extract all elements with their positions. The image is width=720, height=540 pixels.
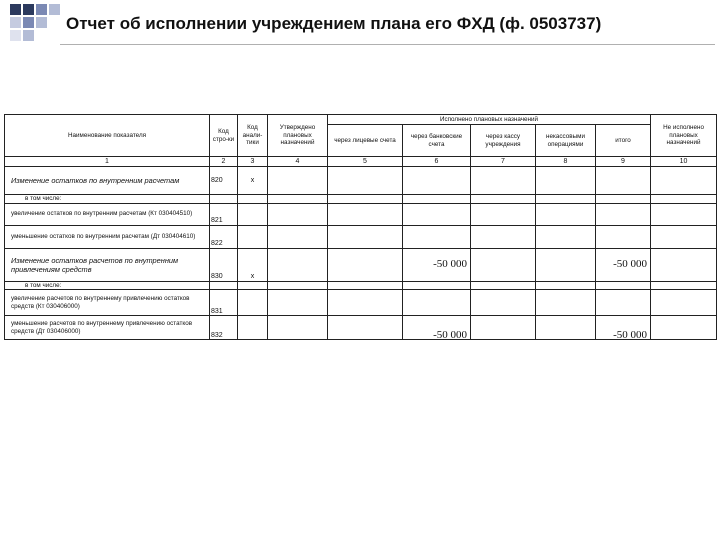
header-total: итого <box>596 125 651 157</box>
row-name: Изменение остатков расчетов по внутренним привлечениям средств <box>5 248 210 281</box>
table-row <box>5 316 717 340</box>
row-via-bank: -50 000 <box>403 316 471 340</box>
col-number: 2 <box>210 157 238 167</box>
col-number: 1 <box>5 157 210 167</box>
header-executed-group: Исполнено плановых назначений <box>328 115 651 125</box>
table-row <box>5 203 717 225</box>
row-via-bank: -50 000 <box>403 248 471 281</box>
header-approved: Утверждено плановых назначений <box>268 115 328 157</box>
column-numbers-row <box>5 157 717 167</box>
page-title: Отчет об исполнении учреждением плана его ФХД (ф. 0503737) <box>66 14 602 33</box>
col-number: 6 <box>403 157 471 167</box>
row-analytic: x <box>238 167 268 195</box>
header-via-cash: через кассу учреждения <box>471 125 536 157</box>
row-name: в том числе: <box>5 281 210 290</box>
row-code: 830 <box>210 248 238 281</box>
report-table <box>4 114 717 340</box>
decorative-squares <box>0 0 60 48</box>
row-via-bank <box>403 167 471 195</box>
row-name: уменьшение остатков по внутренним расчетам (Дт 030404610) <box>5 225 210 248</box>
table-row <box>5 225 717 248</box>
header-via-personal: через лицевые счета <box>328 125 403 157</box>
row-name: увеличение остатков по внутренним расчетам (Кт 030404510) <box>5 203 210 225</box>
table-row <box>5 195 717 204</box>
header-analytic-code: Код анали-тики <box>238 115 268 157</box>
header-noncash: некассовыми операциями <box>536 125 596 157</box>
title-underline <box>60 44 715 45</box>
header-line-code: Код стро-ки <box>210 115 238 157</box>
col-number: 3 <box>238 157 268 167</box>
col-number: 4 <box>268 157 328 167</box>
row-total <box>596 167 651 195</box>
row-name: Изменение остатков по внутренним расчетам <box>5 167 210 195</box>
row-code: 831 <box>210 290 238 316</box>
table-row <box>5 248 717 281</box>
row-code: 822 <box>210 225 238 248</box>
row-code: 821 <box>210 203 238 225</box>
row-analytic: x <box>238 248 268 281</box>
header-not-executed: Не исполнено плановых назначений <box>651 115 717 157</box>
col-number: 10 <box>651 157 717 167</box>
header-name: Наименование показателя <box>5 115 210 157</box>
row-name: увеличение расчетов по внутреннему привлечению остатков средств (Кт 030406000) <box>5 290 210 316</box>
col-number: 7 <box>471 157 536 167</box>
col-number: 9 <box>596 157 651 167</box>
table-row <box>5 281 717 290</box>
table-row <box>5 167 717 195</box>
col-number: 8 <box>536 157 596 167</box>
col-number: 5 <box>328 157 403 167</box>
table-row <box>5 290 717 316</box>
header-via-bank: через банковские счета <box>403 125 471 157</box>
row-name: уменьшение расчетов по внутреннему привлечению остатков средств (Дт 030406000) <box>5 316 210 340</box>
row-name: в том числе: <box>5 195 210 204</box>
row-code: 820 <box>210 167 238 195</box>
row-total: -50 000 <box>596 316 651 340</box>
row-code: 832 <box>210 316 238 340</box>
row-total: -50 000 <box>596 248 651 281</box>
